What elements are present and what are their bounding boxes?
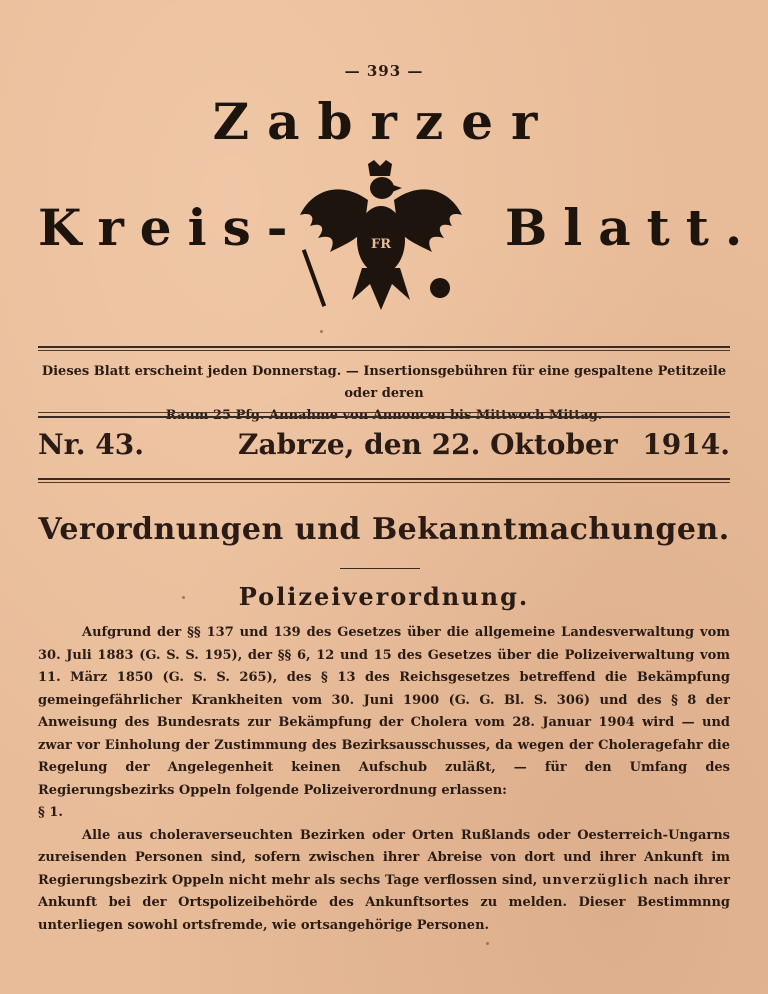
paper-speck: [486, 942, 489, 945]
masthead-rule-top: [38, 346, 730, 348]
issue-line: [38, 428, 730, 468]
issue-rule-top-thick: [38, 416, 730, 418]
page-number: — 393 —: [344, 62, 424, 80]
paper-speck: [320, 330, 323, 333]
masthead-title-left: Kreis-: [38, 198, 304, 257]
emphasized-word: unverzüglich: [542, 872, 649, 888]
masthead-rule-top-thin: [38, 350, 730, 351]
prussian-eagle-icon: [290, 160, 470, 320]
info-line: Raum 25 Pfg. Annahme von Annoncen bis Mittwoch Mittag.: [165, 408, 603, 423]
heading-divider: [340, 568, 420, 569]
issue-year: 1914.: [642, 428, 730, 461]
masthead-title-top: Zabrzer: [212, 92, 556, 151]
paragraph-text: Alle aus choleraverseuchten Bezirken oder Orten Rußlands oder Oesterreich-Ungarns zureisenden Personen sind, sofern zwischen ihrer Abreise von dort und ihrer Ankunft im Regierungsbezirk Oppeln nicht mehr als sechs Tage verflossen sind,: [38, 827, 730, 888]
ordinance-title: Polizeiverordnung.: [238, 582, 530, 611]
paragraph-preamble: Aufgrund der §§ 137 und 139 des Gesetzes über die allgemeine Landesverwaltung vom 30. Juli 1883 (G. S. S. 195), der §§ 6, 12 und 15 des Gesetzes über die Polizeiverwaltung vom 11. März 1850 (G. S. S. 265), des § 13 des Reichsgesetzes betreffend die Bekämpfung gemeingefährlicher Krankheiten vom 30. Juni 1900 (G. G. Bl. S. 306) und des § 8 der Anweisung des Bundesrats zur Bekämpfung der Cholera vom 28. Januar 1904 wird — und zwar vor Einholung der Zustimmung des Bezirksausschusses, da wegen der Choleragefahr die Regelung der Angelegenheit keinen Aufschub zuläßt, — für den Umfang des Regierungsbezirks Oppeln folgende Polizeiverordnung erlassen:: [38, 625, 730, 798]
eagle-monogram: FR: [370, 237, 392, 252]
paragraph-section-1: [38, 825, 730, 938]
info-line: Dieses Blatt erscheint jeden Donnerstag. — Insertionsgebühren für eine gespaltene Petitzeile oder deren: [41, 364, 727, 401]
paper-speck: [182, 596, 185, 599]
issue-date: Zabrze, den 22. Oktober: [238, 428, 618, 461]
section-heading: Verordnungen und Bekanntmachungen.: [38, 512, 730, 547]
section-marker: § 1.: [38, 805, 63, 820]
masthead-title-right: Blatt.: [505, 198, 759, 257]
issue-rule-bottom: [38, 478, 730, 480]
ordinance-body: [38, 622, 730, 937]
issue-rule-bottom-thin: [38, 482, 730, 483]
issue-number: Nr. 43.: [38, 428, 144, 461]
paragraph-text: nach ihrer Ankunft bei der Ortspolizeibehörde des Ankunftsortes zu melden. Dieser Bestimmnng unterliegen sowohl ortsfremde, wie ortsangehörige Personen.: [38, 872, 731, 933]
issue-rule-top: [38, 412, 730, 413]
